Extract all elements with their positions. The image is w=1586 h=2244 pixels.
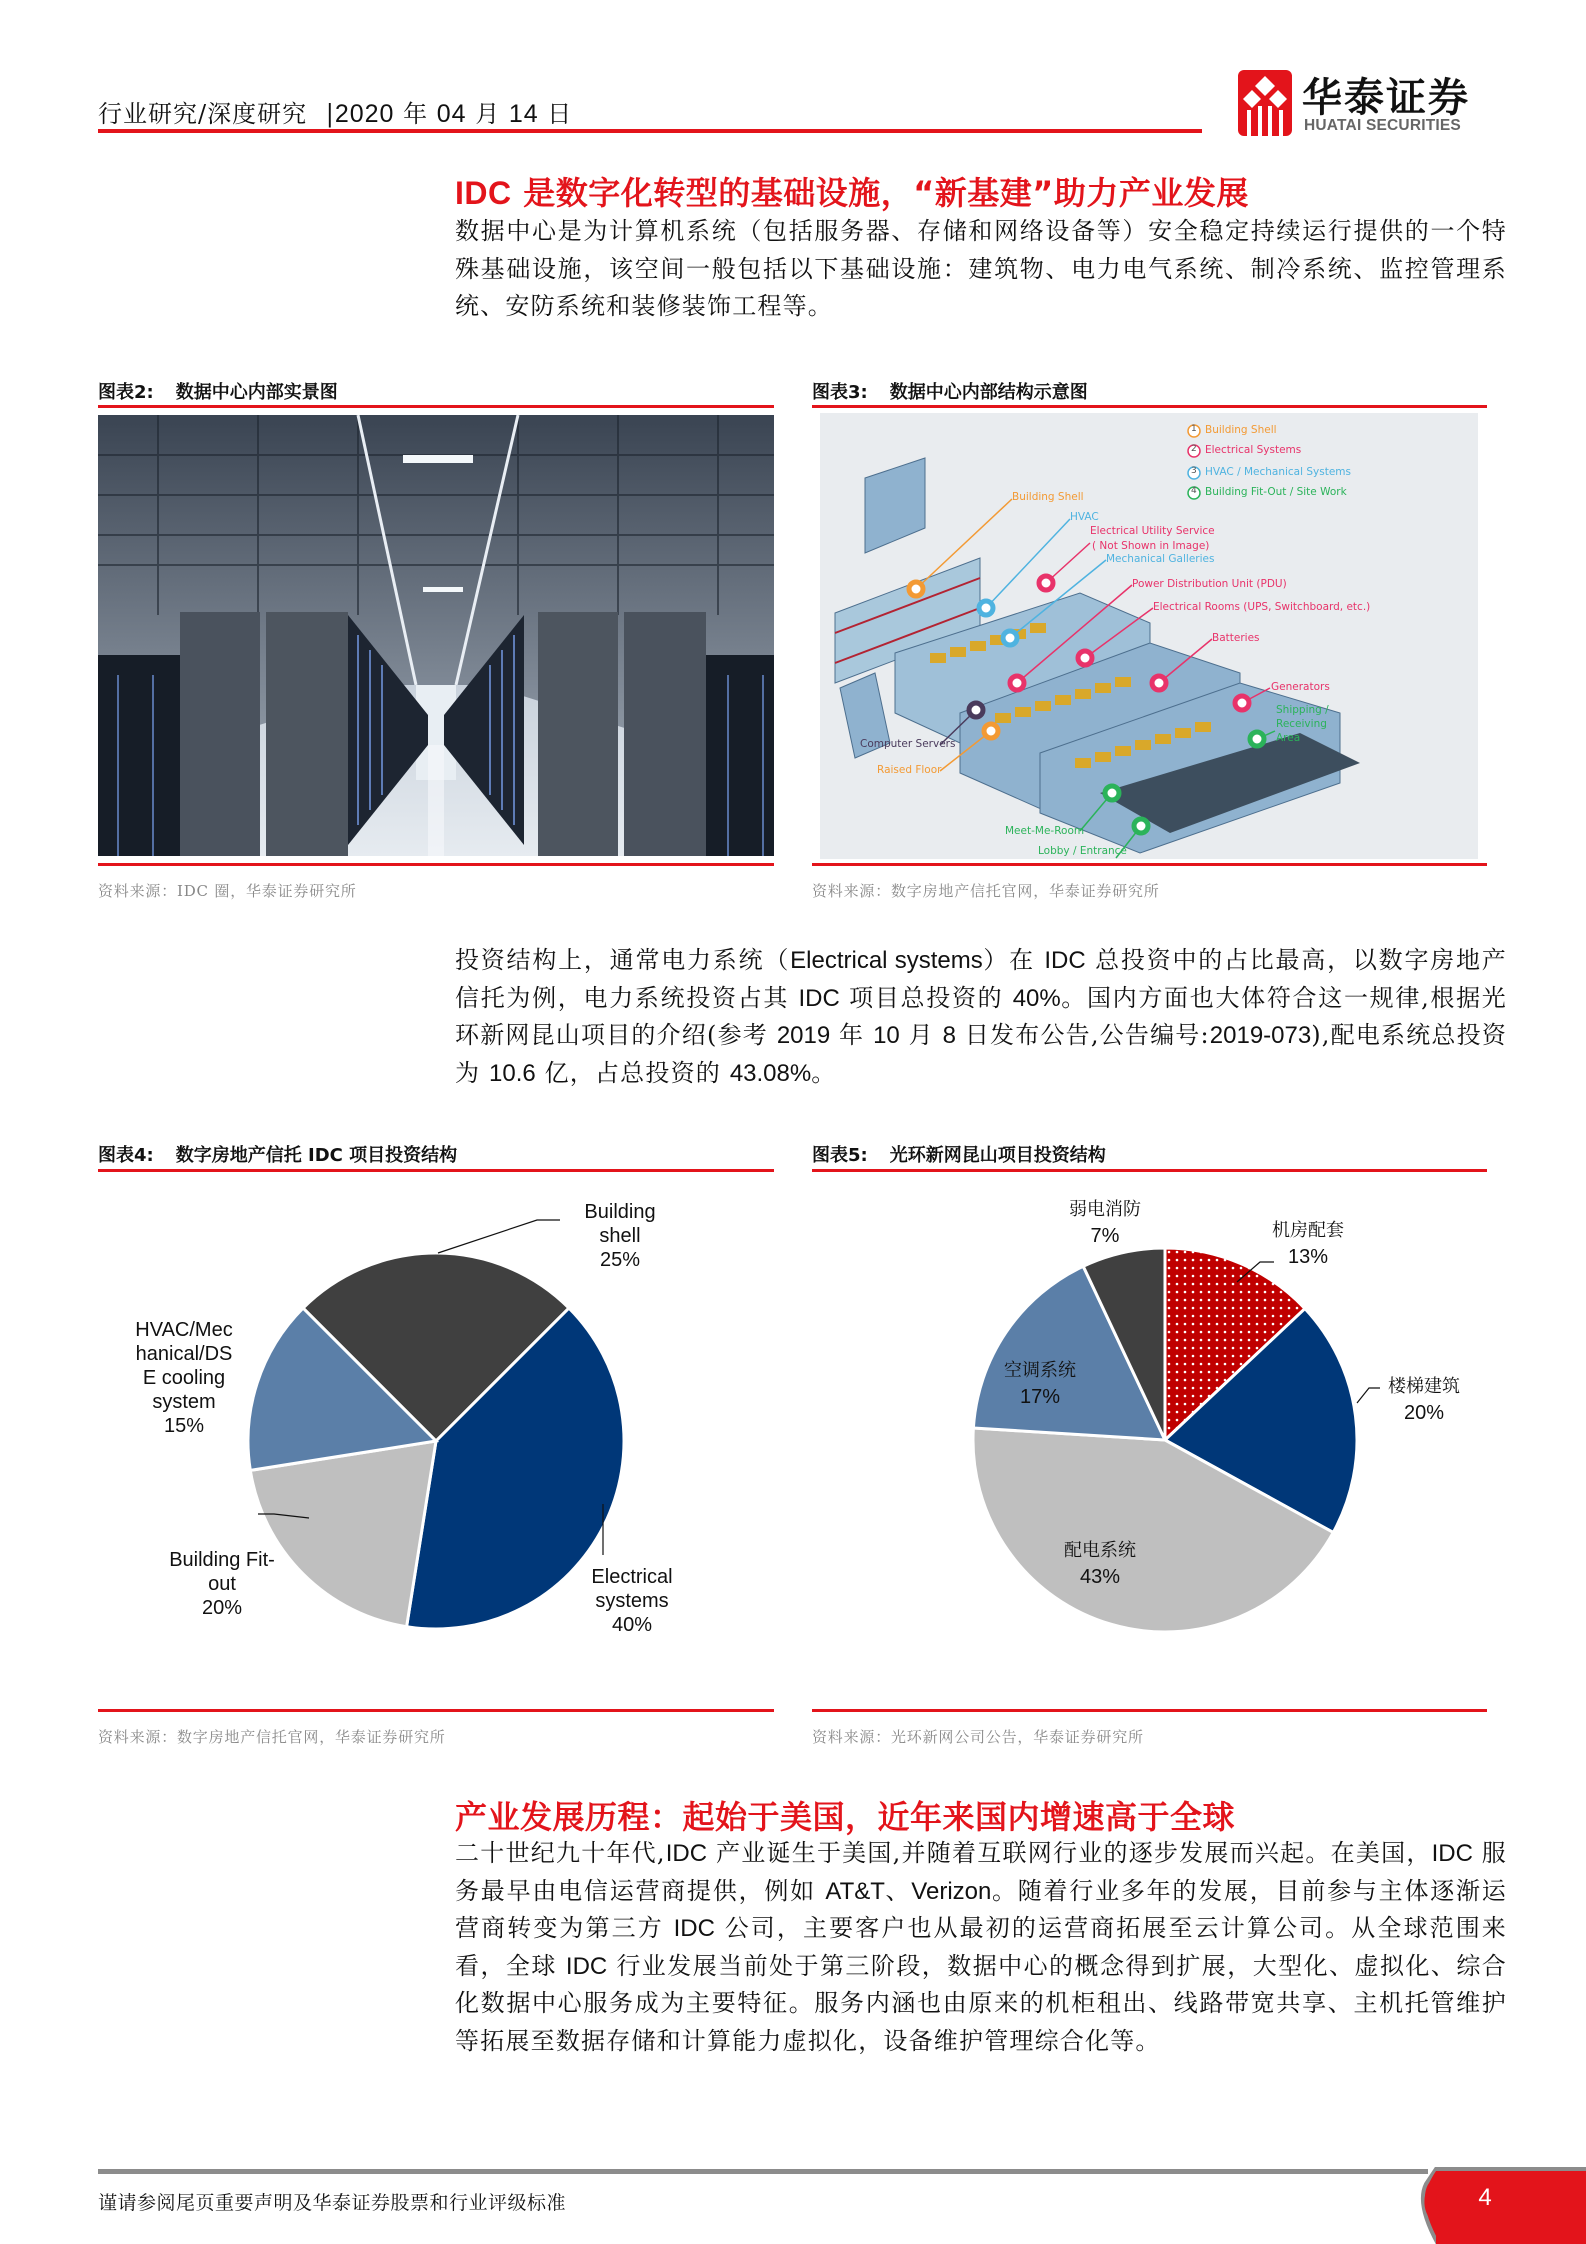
logo-en-text: HUATAI SECURITIES: [1304, 117, 1461, 134]
huatai-logo-mark-icon: [1238, 70, 1292, 136]
legend-fit-out: Building Fit-Out / Site Work: [1205, 486, 1347, 498]
fig5-label-hvac: 空调系统 17%: [1004, 1360, 1076, 1408]
figure5-top-rule: [812, 1169, 1487, 1172]
figure3-top-rule: [812, 405, 1487, 408]
figure4-top-rule: [98, 1169, 774, 1172]
page-number-tab: [1414, 2166, 1586, 2244]
figure4-caption: [98, 1141, 457, 1167]
figure2-top-rule: [98, 405, 774, 408]
legend-hvac: HVAC / Mechanical Systems: [1205, 466, 1351, 478]
fig5-label-low-voltage-fire: 弱电消防 7%: [1069, 1199, 1141, 1247]
legend-num-4: 4: [1191, 486, 1197, 496]
figure5-title: 光环新网昆山项目投资结构: [889, 1145, 1106, 1166]
industry-history-paragraph: 二十世纪九十年代,IDC 产业诞生于美国,并随着互联网行业的逐步发展而兴起。在美国，IDC 服务最早由电信运营商提供，例如 AT&T、Verizon。随着行业多年的发展，目前参与主体逐渐运营商转变为第三方 IDC 公司，主要客户也从最初的运营商拓展至云计算公司。从全球范围来看，全球 IDC 行业发展当前处于第三阶段，数据中心的概念得到扩展，大型化、虚拟化、综合化数据中心服务成为主要特征。服务内涵也由原来的机柜租出、线路带宽共享、主机托管维护等拓展至数据存储和计算能力虚拟化，设备维护管理综合化等。: [455, 1839, 1508, 2055]
logo-cn-text: 华泰证券: [1302, 75, 1470, 121]
page-number: 4: [1478, 2184, 1492, 2211]
figure3-title: 数据中心内部结构示意图: [889, 382, 1088, 403]
figure4-source: 资料来源：数字房地产信托官网，华泰证券研究所: [98, 1728, 446, 1746]
legend-electrical-systems: Electrical Systems: [1205, 444, 1302, 456]
date-day: 14: [508, 100, 539, 128]
figure2-title: 数据中心内部实景图: [175, 382, 338, 403]
data-center-structure-diagram: [820, 413, 1478, 859]
header-separator: |: [325, 100, 335, 128]
data-center-photo: [98, 415, 774, 856]
legend-num-1: 1: [1191, 424, 1197, 434]
figure3-source: 资料来源：数字房地产信托官网，华泰证券研究所: [812, 882, 1160, 900]
figure4-bottom-rule: [98, 1709, 774, 1712]
section-title-industry-history: 产业发展历程：起始于美国，近年来国内增速高于全球: [455, 1798, 1236, 1836]
figure4-title: 数字房地产信托 IDC 项目投资结构: [175, 1145, 458, 1166]
fig4-label-fit-out: Building Fit- out 20%: [169, 1549, 275, 1619]
figure3-number: 图表3:: [812, 382, 868, 403]
intro-paragraph: 数据中心是为计算机系统（包括服务器、存储和网络设备等）安全稳定持续运行提供的一个特殊基础设施，该空间一般包括以下基础设施：建筑物、电力电气系统、制冷系统、监控管理系统、安防系统和装修装饰工程等。: [455, 217, 1507, 320]
figure5-number: 图表5:: [812, 1145, 868, 1166]
figure5-pie-chart: [812, 1180, 1487, 1680]
footer-disclaimer: 谨请参阅尾页重要声明及华泰证券股票和行业评级标准: [98, 2192, 567, 2214]
callout-lobby: Lobby / Entrance: [1038, 845, 1127, 857]
figure3-caption: [812, 378, 1088, 404]
date-month-unit: 月: [475, 100, 501, 128]
callout-pdu: Power Distribution Unit (PDU): [1132, 578, 1287, 590]
fig5-label-building: 楼梯建筑 20%: [1388, 1376, 1460, 1424]
header-rule: [98, 129, 1202, 133]
callout-electrical-rooms: Electrical Rooms (UPS, Switchboard, etc.): [1153, 601, 1371, 613]
figure3-bottom-rule: [812, 863, 1487, 866]
section-title-latin: IDC: [455, 175, 512, 211]
figure2-number: 图表2:: [98, 382, 154, 403]
figure2-caption: [98, 378, 338, 404]
callout-electrical-utility: Electrical Utility Service: [1090, 525, 1215, 537]
callout-not-shown: ( Not Shown in Image): [1092, 540, 1210, 552]
report-category-date: [98, 94, 572, 129]
callout-hvac: HVAC: [1070, 511, 1099, 523]
date-day-unit: 日: [547, 100, 573, 128]
diagram-illustration: [820, 413, 1478, 859]
figure2-bottom-rule: [98, 863, 774, 866]
fig5-label-power-distribution: 配电系统 43%: [1064, 1540, 1136, 1588]
date-month: 04: [436, 100, 467, 128]
callout-meet-me-room: Meet-Me-Room: [1005, 825, 1085, 837]
callout-shipping: Shipping / Receiving Area: [1276, 704, 1329, 744]
date-year: 2020: [334, 100, 395, 128]
section-title-idc-infrastructure: [455, 168, 1249, 214]
legend-building-shell: Building Shell: [1205, 424, 1277, 436]
figure2-source: 资料来源：IDC 圈，华泰证券研究所: [98, 882, 357, 900]
figure4-number: 图表4:: [98, 1145, 154, 1166]
callout-mechanical-galleries: Mechanical Galleries: [1106, 553, 1215, 565]
section-title-text: 是数字化转型的基础设施，“新基建”助力产业发展: [511, 174, 1249, 212]
fig4-label-electrical: Electrical systems 40%: [591, 1566, 673, 1636]
data-center-aisle-image: [98, 415, 774, 856]
callout-building-shell: Building Shell: [1012, 491, 1084, 503]
figure5-caption: [812, 1141, 1106, 1167]
fig4-label-building-shell: Building shell 25%: [584, 1201, 656, 1271]
figure5-source: 资料来源：光环新网公司公告，华泰证券研究所: [812, 1728, 1144, 1746]
fig4-label-hvac: HVAC/Mec hanical/DS E cooling system 15%: [135, 1319, 233, 1437]
footer-rule: [98, 2169, 1428, 2174]
callout-generators: Generators: [1271, 681, 1330, 693]
legend-num-2: 2: [1191, 444, 1197, 454]
investment-structure-paragraph: 投资结构上，通常电力系统（Electrical systems）在 IDC 总投资中的占比最高，以数字房地产信托为例，电力系统投资占其 IDC 项目总投资的 40%。国内方面也大体符合这一规律,根据光环新网昆山项目的介绍(参考 2019 年 10 月 8 日发布公告,公告编号:2019-073),配电系统总投资为 10.6 亿，占总投资的 43.08%。: [455, 946, 1508, 1087]
callout-computer-servers: Computer Servers: [860, 738, 956, 750]
callout-raised-floor: Raised Floor: [877, 764, 942, 776]
date-year-unit: 年: [403, 100, 429, 128]
callout-batteries: Batteries: [1212, 632, 1260, 644]
report-category: 行业研究/深度研究: [98, 100, 308, 128]
legend-num-3: 3: [1191, 466, 1197, 476]
huatai-logo: [1238, 70, 1488, 136]
figure5-bottom-rule: [812, 1709, 1487, 1712]
fig5-label-room-supporting: 机房配套 13%: [1272, 1220, 1344, 1268]
